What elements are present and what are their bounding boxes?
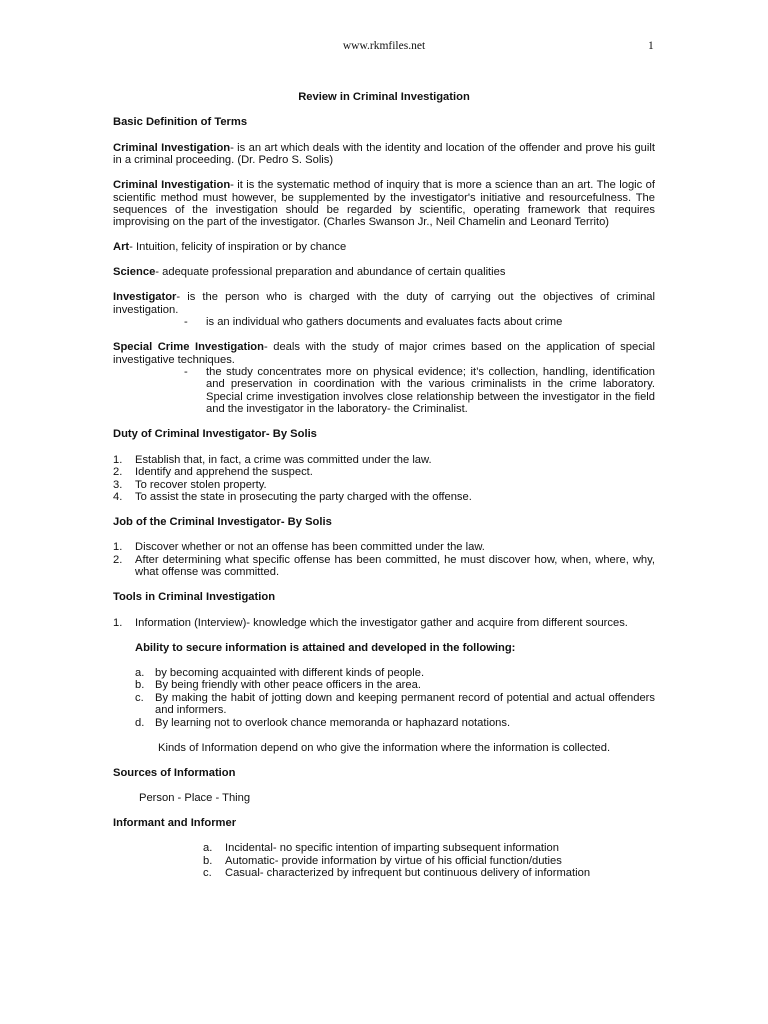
- list-item-text: To recover stolen property.: [135, 478, 267, 491]
- term: Science: [113, 266, 156, 279]
- list-marker: 2.: [113, 466, 123, 479]
- list-marker: c.: [135, 691, 144, 704]
- list-item-text: After determining what specific offense has been committed, he must discover how, when, where, why, what offense was committed.: [135, 553, 655, 579]
- term: Criminal Investigation: [113, 141, 231, 154]
- list-item-text: By making the habit of jotting down and keeping permanent record of potential and actual offenders and informers.: [155, 691, 655, 717]
- list-marker: 1.: [113, 541, 123, 554]
- list-marker: d.: [135, 716, 145, 729]
- list-marker: 4.: [113, 490, 123, 503]
- list-item-text: Discover whether or not an offense has been committed under the law.: [135, 541, 485, 554]
- document-body: [113, 91, 655, 892]
- definition-investigator: [113, 291, 655, 316]
- section-heading-sources: Sources of Information: [113, 766, 236, 779]
- ability-list: [135, 667, 655, 729]
- informant-list: [113, 842, 655, 879]
- list-marker: 2.: [113, 553, 123, 566]
- term: Investigator: [113, 291, 177, 304]
- list-item: [113, 617, 655, 629]
- dash-marker: -: [184, 366, 188, 379]
- list-item: [203, 867, 655, 879]
- sources-text: Person - Place - Thing: [139, 791, 251, 804]
- section-heading-job: Job of the Criminal Investigator- By Solis: [113, 515, 332, 528]
- definition-special-crime-investigation: [113, 341, 655, 366]
- section-heading-informant: Informant and Informer: [113, 816, 237, 829]
- list-item: [135, 679, 655, 691]
- definition-criminal-investigation-1: [113, 142, 655, 167]
- list-item-text: To assist the state in prosecuting the party charged with the offense.: [135, 490, 472, 503]
- term: Art: [113, 241, 130, 254]
- list-item-text: Information (Interview)- knowledge which the investigator gather and acquire from different sources.: [135, 616, 628, 629]
- list-item: [113, 454, 655, 466]
- sub-point-text: the study concentrates more on physical evidence; it’s collection, handling, identification and preservation in coordination with the various criminalists in the crime laboratory. Special crime investigation involves close relationship between the investigator in the field and the investigator in the laboratory- the Criminalist.: [206, 366, 655, 416]
- list-item-text: Automatic- provide information by virtue of his official function/duties: [225, 854, 562, 867]
- list-item: [203, 842, 655, 854]
- ability-section: [113, 642, 655, 729]
- definition-text: - Intuition, felicity of inspiration or by chance: [129, 241, 347, 254]
- page-number: 1: [648, 40, 654, 52]
- list-marker: a.: [203, 842, 213, 855]
- list-marker: a.: [135, 666, 145, 679]
- list-item-text: By being friendly with other peace officers in the area.: [155, 679, 421, 692]
- list-item: [113, 479, 655, 491]
- list-item-text: Incidental- no specific intention of imparting subsequent information: [225, 842, 559, 855]
- dash-marker: -: [184, 316, 188, 329]
- definition-text: - it is the systematic method of inquiry that is more a science than an art. The logic of scientific method must however, be supplemented by the investigator's initiative and resourcefulness. The sequences of the investigation should be regarded by scientific, operating framework that requires improvising on the part of the investigator. (Charles Swanson Jr., Neil Chamelin and Leonard Territo): [113, 179, 655, 229]
- list-item-text: Casual- characterized by infrequent but continuous delivery of information: [225, 867, 591, 880]
- list-item: [135, 667, 655, 679]
- list-item-text: Establish that, in fact, a crime was committed under the law.: [135, 453, 432, 466]
- duty-list: [113, 454, 655, 504]
- ability-heading: Ability to secure information is attained and developed in the following:: [135, 641, 516, 654]
- list-item: [203, 855, 655, 867]
- definition-text: - adequate professional preparation and abundance of certain qualities: [155, 266, 506, 279]
- list-item: [113, 554, 655, 579]
- list-marker: b.: [135, 679, 145, 692]
- term: Criminal Investigation: [113, 179, 231, 192]
- list-item: [135, 692, 655, 717]
- list-item-text: by becoming acquainted with different kinds of people.: [155, 666, 425, 679]
- special-sub-point: [113, 366, 655, 416]
- definition-text: - is the person who is charged with the duty of carrying out the objectives of criminal investigation.: [113, 291, 655, 316]
- job-list: [113, 541, 655, 578]
- term: Special Crime Investigation: [113, 341, 264, 354]
- investigator-sub-point: [113, 316, 655, 328]
- sub-point-text: is an individual who gathers documents and evaluates facts about crime: [206, 316, 563, 329]
- list-marker: 1.: [113, 616, 123, 629]
- list-marker: b.: [203, 854, 213, 867]
- list-marker: 1.: [113, 453, 123, 466]
- tools-list: [113, 617, 655, 629]
- list-item-text: Identify and apprehend the suspect.: [135, 466, 313, 479]
- definition-text: - is an art which deals with the identity and location of the offender and prove his guilt in a criminal proceeding. (Dr. Pedro S. Solis): [113, 141, 655, 167]
- definition-science: [113, 266, 655, 278]
- kinds-of-information-text: Kinds of Information depend on who give the information where the information is collected.: [158, 741, 611, 754]
- list-item: [113, 541, 655, 553]
- section-heading-tools: Tools in Criminal Investigation: [113, 591, 276, 604]
- definition-criminal-investigation-2: [113, 179, 655, 229]
- definition-text: - deals with the study of major crimes based on the application of special investigative techniques.: [113, 341, 655, 366]
- list-marker: 3.: [113, 478, 123, 491]
- list-item: [113, 466, 655, 478]
- header-url: www.rkmfiles.net: [342, 40, 426, 52]
- section-heading-basic-definitions: Basic Definition of Terms: [113, 116, 248, 129]
- list-item: [135, 717, 655, 729]
- list-marker: c.: [203, 867, 212, 880]
- document-title: Review in Criminal Investigation: [298, 91, 470, 103]
- list-item: [113, 491, 655, 503]
- list-item-text: By learning not to overlook chance memoranda or haphazard notations.: [155, 716, 511, 729]
- section-heading-duty: Duty of Criminal Investigator- By Solis: [113, 428, 317, 441]
- definition-art: [113, 241, 655, 253]
